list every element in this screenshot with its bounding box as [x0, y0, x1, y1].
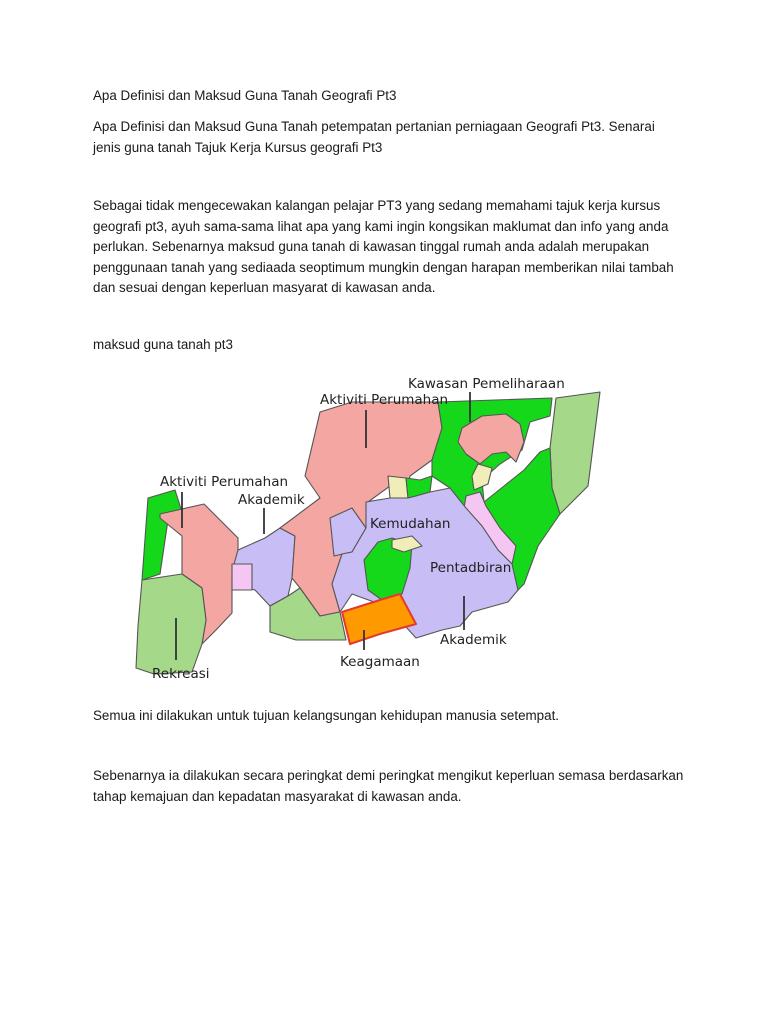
- label-rekreasi: Rekreasi: [152, 666, 210, 682]
- image-caption: maksud guna tanah pt3: [93, 337, 233, 352]
- region-keagamaan: [342, 594, 416, 644]
- label-kemudahan: Kemudahan: [370, 516, 451, 532]
- intro-paragraph: Apa Definisi dan Maksud Guna Tanah petempatan pertanian perniagaan Geografi Pt3. Senarai jenis guna tanah Tajuk Kerja Kursus geografi Pt3: [93, 119, 655, 155]
- body-paragraph-2: Semua ini dilakukan untuk tujuan kelangsungan kehidupan manusia setempat.: [93, 708, 560, 723]
- region-kemudahan-b: [388, 476, 408, 498]
- body-paragraph-3: Sebenarnya ia dilakukan secara peringkat demi peringkat mengikut keperluan semasa berdasarkan tahap kemajuan dan kepadatan masyarakat di kawasan anda.: [93, 768, 684, 804]
- region-pentadbiran-small: [232, 564, 252, 590]
- region-rekreasi-left: [136, 574, 206, 674]
- region-rekreasi-right: [550, 392, 600, 514]
- label-pentadbiran: Pentadbiran: [430, 560, 512, 576]
- label-keagamaan: Keagamaan: [340, 654, 420, 670]
- document-title: Apa Definisi dan Maksud Guna Tanah Geografi Pt3: [93, 88, 397, 103]
- land-use-map: [120, 368, 626, 694]
- region-pemeliharaan-left: [142, 490, 182, 580]
- body-paragraph-1: Sebagai tidak mengecewakan kalangan pelajar PT3 yang sedang memahami tajuk kerja kursus geografi pt3, ayuh sama-sama lihat apa yang kami ingin kongsikan maklumat dan info yang anda perlukan. Sebenarnya maksud guna tanah di kawasan tinggal rumah anda adalah merupakan penggunaan tanah yang sediaada seoptimum mungkin dengan harapan memberikan nilai tambah dan sesuai dengan keperluan masyarat di kawasan anda.: [93, 198, 674, 295]
- label-aktiviti-perumahan-left: Aktiviti Perumahan: [160, 474, 289, 490]
- label-akademik-left: Akademik: [238, 492, 305, 508]
- label-aktiviti-perumahan-top: Aktiviti Perumahan: [320, 392, 449, 408]
- label-kawasan-pemeliharaan: Kawasan Pemeliharaan: [408, 376, 565, 392]
- label-akademik-right: Akademik: [440, 632, 507, 648]
